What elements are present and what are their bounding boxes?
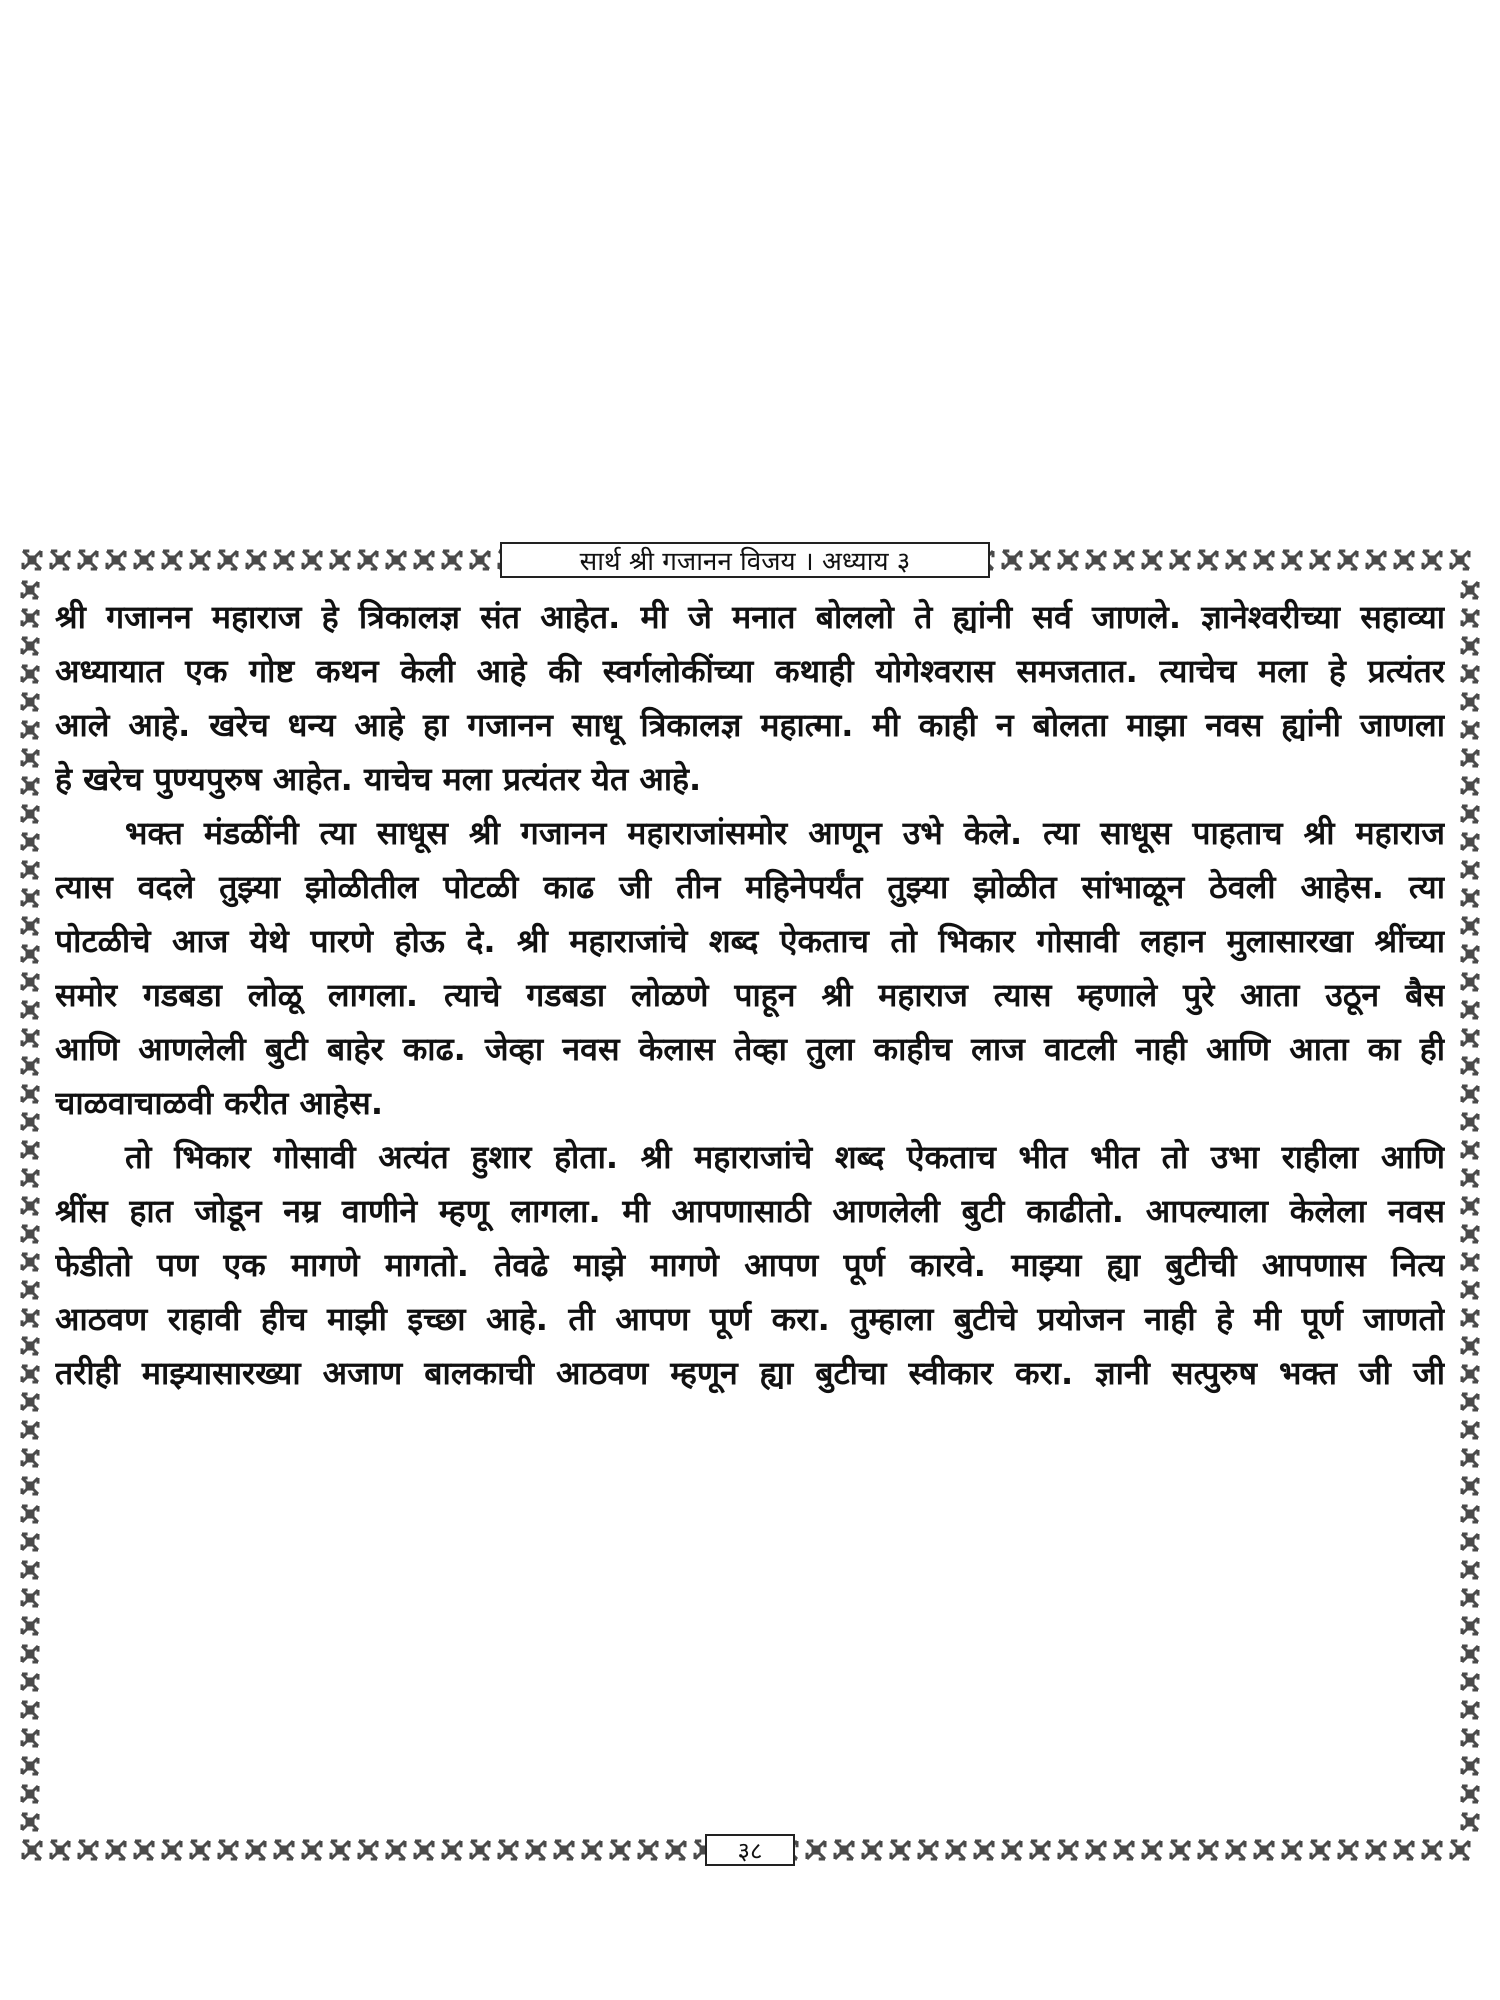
knot-motif <box>1462 694 1478 710</box>
text-line: आले आहे. खरेच धन्य आहे हा गजानन साधू त्रिकालज्ञ महात्मा. मी काही न बोलता माझा नवस ह्यांनी जाणला <box>55 706 1445 744</box>
knot-motif <box>1462 806 1478 822</box>
knot-motif <box>22 582 38 598</box>
knot-motif <box>639 1841 657 1859</box>
knot-motif <box>1003 551 1021 569</box>
knot-motif <box>191 1841 209 1859</box>
knot-motif <box>303 1841 321 1859</box>
knot-motif <box>1462 1198 1478 1214</box>
knot-motif <box>22 1814 38 1830</box>
knot-motif <box>1255 1841 1273 1859</box>
knot-motif <box>359 551 377 569</box>
knot-motif <box>1462 722 1478 738</box>
knot-motif <box>22 722 38 738</box>
knot-motif <box>1462 862 1478 878</box>
text-line: आठवण राहावी हीच माझी इच्छा आहे. ती आपण पूर्ण करा. तुम्हाला बुटीचे प्रयोजन नाही हे मी पूर्ण जाणतो <box>55 1300 1445 1338</box>
knot-motif <box>863 1841 881 1859</box>
knot-motif <box>471 1841 489 1859</box>
knot-motif <box>1462 1394 1478 1410</box>
knot-motif <box>22 1758 38 1774</box>
knot-motif <box>919 1841 937 1859</box>
knot-motif <box>22 1086 38 1102</box>
text-line: श्री गजानन महाराज हे त्रिकालज्ञ संत आहेत. मी जे मनात बोललो ते ह्यांनी सर्व जाणले. ज्ञानेश्वरीच्या सहाव्या <box>55 598 1445 636</box>
knot-motif <box>1227 551 1245 569</box>
knot-motif <box>1462 890 1478 906</box>
text-line: अध्यायात एक गोष्ट कथन केली आहे की स्वर्गलोकींच्या कथाही योगेश्वरास समजतात. त्याचेच मला हे प्रत्यंतर <box>55 652 1445 690</box>
chapter-title: सार्थ श्री गजानन विजय । अध्याय ३ <box>579 547 911 577</box>
knot-motif <box>1462 638 1478 654</box>
knot-motif <box>443 551 461 569</box>
knot-motif <box>22 1310 38 1326</box>
knot-motif <box>219 1841 237 1859</box>
knot-motif <box>22 610 38 626</box>
ornamental-knot-icon <box>1450 560 1490 1850</box>
knot-motif <box>415 1841 433 1859</box>
knot-motif <box>22 1366 38 1382</box>
text-line: श्रींस हात जोडून नम्र वाणीने म्हणू लागला. मी आपणासाठी आणलेली बुटी काढीतो. आपल्याला केलेला नवस <box>55 1192 1445 1230</box>
knot-motif <box>22 694 38 710</box>
knot-motif <box>1143 551 1161 569</box>
border-left-ornament <box>10 560 50 1850</box>
knot-motif <box>191 551 209 569</box>
knot-motif <box>22 1226 38 1242</box>
knot-motif <box>359 1841 377 1859</box>
knot-motif <box>1087 1841 1105 1859</box>
knot-motif <box>247 551 265 569</box>
knot-motif <box>163 551 181 569</box>
knot-motif <box>499 1841 517 1859</box>
knot-motif <box>1059 1841 1077 1859</box>
knot-motif <box>1395 551 1413 569</box>
knot-motif <box>1462 1366 1478 1382</box>
knot-motif <box>22 1282 38 1298</box>
text-line: पोटळीचे आज येथे पारणे होऊ दे. श्री महाराजांचे शब्द ऐकताच तो भिकार गोसावी लहान मुलासारखा श्रींच्या <box>55 922 1445 960</box>
knot-motif <box>22 890 38 906</box>
knot-motif <box>22 1002 38 1018</box>
knot-motif <box>22 1506 38 1522</box>
knot-motif <box>22 1142 38 1158</box>
knot-motif <box>1462 1282 1478 1298</box>
knot-motif <box>1462 1786 1478 1802</box>
text-line: चाळवाचाळवी करीत आहेस. <box>55 1084 383 1122</box>
knot-motif <box>22 1702 38 1718</box>
knot-motif <box>1031 551 1049 569</box>
knot-motif <box>415 551 433 569</box>
knot-motif <box>1462 1814 1478 1830</box>
knot-motif <box>22 974 38 990</box>
knot-motif <box>22 1338 38 1354</box>
knot-motif <box>1003 1841 1021 1859</box>
knot-motif <box>22 1562 38 1578</box>
knot-motif <box>1423 551 1441 569</box>
knot-motif <box>1462 1086 1478 1102</box>
knot-motif <box>1255 551 1273 569</box>
knot-motif <box>1283 1841 1301 1859</box>
knot-motif <box>22 778 38 794</box>
knot-motif <box>275 551 293 569</box>
knot-motif <box>22 1114 38 1130</box>
knot-motif <box>1031 1841 1049 1859</box>
knot-motif <box>807 1841 825 1859</box>
knot-motif <box>1462 946 1478 962</box>
text-line: हे खरेच पुण्यपुरुष आहेत. याचेच मला प्रत्यंतर येत आहे. <box>55 760 702 798</box>
knot-motif <box>22 1534 38 1550</box>
knot-motif <box>51 551 69 569</box>
knot-motif <box>1462 750 1478 766</box>
knot-motif <box>331 1841 349 1859</box>
knot-motif <box>667 1841 685 1859</box>
knot-motif <box>1462 1646 1478 1662</box>
knot-motif <box>22 1422 38 1438</box>
knot-motif <box>1462 582 1478 598</box>
knot-motif <box>135 551 153 569</box>
knot-motif <box>1339 1841 1357 1859</box>
knot-motif <box>1283 551 1301 569</box>
knot-motif <box>1367 551 1385 569</box>
knot-motif <box>22 1030 38 1046</box>
knot-motif <box>1423 1841 1441 1859</box>
knot-motif <box>79 551 97 569</box>
knot-motif <box>303 551 321 569</box>
knot-motif <box>1462 666 1478 682</box>
knot-motif <box>387 1841 405 1859</box>
text-line: तो भिकार गोसावी अत्यंत हुशार होता. श्री महाराजांचे शब्द ऐकताच भीत भीत तो उभा राहीला आणि <box>125 1138 1445 1176</box>
knot-motif <box>1462 610 1478 626</box>
knot-motif <box>1462 1730 1478 1746</box>
knot-motif <box>1199 551 1217 569</box>
knot-motif <box>1462 1478 1478 1494</box>
knot-motif <box>1462 1142 1478 1158</box>
knot-motif <box>107 551 125 569</box>
knot-motif <box>22 1618 38 1634</box>
knot-motif <box>835 1841 853 1859</box>
text-line: समोर गडबडा लोळू लागला. त्याचे गडबडा लोळणे पाहून श्री महाराज त्यास म्हणाले पुरे आता उठून बैस <box>55 976 1445 1014</box>
text-line: त्यास वदले तुझ्या झोळीतील पोटळी काढ जी तीन महिनेपर्यंत तुझ्या झोळीत सांभाळून ठेवली आहेस. त्या <box>55 868 1445 906</box>
knot-motif <box>1115 1841 1133 1859</box>
knot-motif <box>555 1841 573 1859</box>
knot-motif <box>22 1394 38 1410</box>
knot-motif <box>1115 551 1133 569</box>
page-number-box <box>705 1834 795 1866</box>
knot-motif <box>1462 1450 1478 1466</box>
knot-motif <box>22 946 38 962</box>
knot-motif <box>22 1058 38 1074</box>
knot-motif <box>1171 551 1189 569</box>
knot-motif <box>1227 1841 1245 1859</box>
knot-motif <box>1462 1618 1478 1634</box>
knot-motif <box>79 1841 97 1859</box>
knot-motif <box>22 1198 38 1214</box>
knot-motif <box>1311 1841 1329 1859</box>
knot-motif <box>22 750 38 766</box>
knot-motif <box>1462 834 1478 850</box>
knot-motif <box>1395 1841 1413 1859</box>
knot-motif <box>22 1254 38 1270</box>
knot-motif <box>1367 1841 1385 1859</box>
knot-motif <box>107 1841 125 1859</box>
knot-motif <box>1462 1590 1478 1606</box>
knot-motif <box>891 1841 909 1859</box>
knot-motif <box>975 1841 993 1859</box>
body-text <box>55 590 1445 1825</box>
knot-motif <box>247 1841 265 1859</box>
chapter-header <box>500 542 990 578</box>
knot-motif <box>443 1841 461 1859</box>
knot-motif <box>1462 1422 1478 1438</box>
knot-motif <box>1462 1562 1478 1578</box>
knot-motif <box>1462 1310 1478 1326</box>
knot-motif <box>51 1841 69 1859</box>
ornamental-knot-icon <box>10 560 50 1850</box>
knot-motif <box>22 1478 38 1494</box>
knot-motif <box>1462 1758 1478 1774</box>
text-line: तरीही माझ्यासारख्या अजाण बालकाची आठवण म्हणून ह्या बुटीचा स्वीकार करा. ज्ञानी सत्पुरुष भक्त जी जी <box>55 1354 1445 1392</box>
knot-motif <box>22 918 38 934</box>
knot-motif <box>1462 974 1478 990</box>
knot-motif <box>1462 1702 1478 1718</box>
knot-motif <box>611 1841 629 1859</box>
knot-motif <box>22 1786 38 1802</box>
knot-motif <box>471 551 489 569</box>
knot-motif <box>1143 1841 1161 1859</box>
knot-motif <box>22 806 38 822</box>
knot-motif <box>1462 1030 1478 1046</box>
knot-motif <box>1462 918 1478 934</box>
knot-motif <box>1339 551 1357 569</box>
knot-motif <box>1462 1114 1478 1130</box>
knot-motif <box>22 834 38 850</box>
knot-motif <box>1171 1841 1189 1859</box>
knot-motif <box>22 1170 38 1186</box>
knot-motif <box>1462 1254 1478 1270</box>
knot-motif <box>219 551 237 569</box>
knot-motif <box>135 1841 153 1859</box>
knot-motif <box>1462 1534 1478 1550</box>
knot-motif <box>275 1841 293 1859</box>
knot-motif <box>1059 551 1077 569</box>
text-line: आणि आणलेली बुटी बाहेर काढ. जेव्हा नवस केलास तेव्हा तुला काहीच लाज वाटली नाही आणि आता का ही <box>55 1030 1445 1068</box>
knot-motif <box>1087 551 1105 569</box>
border-right-ornament <box>1450 560 1490 1850</box>
knot-motif <box>22 638 38 654</box>
knot-motif <box>1462 778 1478 794</box>
knot-motif <box>1199 1841 1217 1859</box>
knot-motif <box>1462 1170 1478 1186</box>
knot-motif <box>22 1674 38 1690</box>
knot-motif <box>22 666 38 682</box>
knot-motif <box>22 1730 38 1746</box>
knot-motif <box>527 1841 545 1859</box>
knot-motif <box>22 1646 38 1662</box>
text-line: भक्त मंडळींनी त्या साधूस श्री गजानन महाराजांसमोर आणून उभे केले. त्या साधूस पाहताच श्री महाराज <box>125 814 1445 852</box>
knot-motif <box>1462 1002 1478 1018</box>
knot-motif <box>1462 1338 1478 1354</box>
knot-motif <box>1462 1674 1478 1690</box>
knot-motif <box>22 862 38 878</box>
knot-motif <box>22 1590 38 1606</box>
knot-motif <box>947 1841 965 1859</box>
knot-motif <box>1311 551 1329 569</box>
knot-motif <box>1462 1506 1478 1522</box>
knot-motif <box>1462 1226 1478 1242</box>
text-line: फेडीतो पण एक मागणे मागतो. तेवढे माझे मागणे आपण पूर्ण कारवे. माझ्या ह्या बुटीची आपणास नित्य <box>55 1246 1445 1284</box>
knot-motif <box>1462 1058 1478 1074</box>
page-number: ३८ <box>737 1836 763 1865</box>
knot-motif <box>22 1450 38 1466</box>
knot-motif <box>387 551 405 569</box>
knot-motif <box>583 1841 601 1859</box>
knot-motif <box>331 551 349 569</box>
knot-motif <box>163 1841 181 1859</box>
